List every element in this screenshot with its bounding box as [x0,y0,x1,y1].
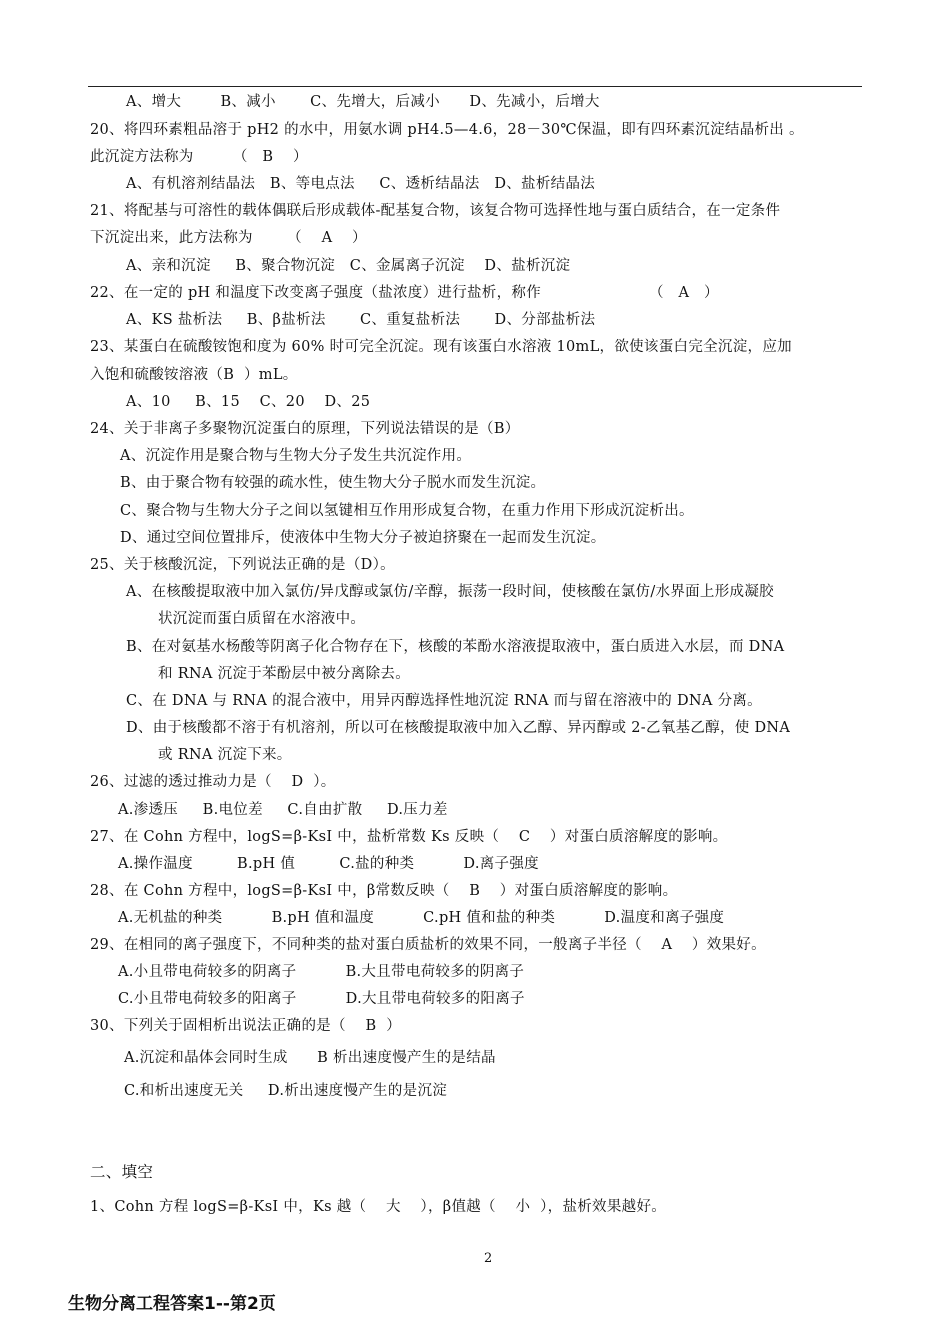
text-line: 25、关于核酸沉淀，下列说法正确的是（D）。 [90,557,395,573]
section-heading: 二、填空 [90,1163,154,1181]
text-line: A.小且带电荷较多的阴离子 B.大且带电荷较多的阴离子 [118,964,525,980]
text-line: 30、下列关于固相析出说法正确的是（ B ） [90,1018,402,1034]
text-line: 1、Cohn 方程 logS=β-KsI 中，Ks 越（ 大 ），β值越（ 小 ），盐析效果越好。 [90,1199,667,1215]
text-line: C.小且带电荷较多的阳离子 D.大且带电荷较多的阳离子 [118,991,525,1007]
text-line: 29、在相同的离子强度下，不同种类的盐对蛋白质盐析的效果不同，一般离子半径（ A ）效果好。 [90,937,766,953]
text-line: A、10 B、15 C、20 D、25 [126,394,371,410]
text-line: B、在对氨基水杨酸等阴离子化合物存在下，核酸的苯酚水溶液提取液中，蛋白质进入水层，而 DNA [126,639,785,655]
text-line: 下沉淀出来，此方法称为 （ A ） [90,230,367,246]
text-line: B、由于聚合物有较强的疏水性，使生物大分子脱水而发生沉淀。 [120,475,546,491]
text-line: 21、将配基与可溶性的载体偶联后形成载体-配基复合物，该复合物可选择性地与蛋白质结合，在一定条件 [90,203,781,219]
page-number: 2 [484,1251,493,1266]
text-line: 28、在 Cohn 方程中，logS=β-KsI 中，β常数反映（ B ）对蛋白质溶解度的影响。 [90,883,678,899]
page-footer: 生物分离工程答案1--第2页 [68,1294,276,1314]
text-line: C、在 DNA 与 RNA 的混合液中，用异丙醇选择性地沉淀 RNA 而与留在溶液中的 DNA 分离。 [126,693,762,709]
text-line: A、在核酸提取液中加入氯仿/异戊醇或氯仿/辛醇，振荡一段时间，使核酸在氯仿/水界面上形成凝胶 [126,584,774,600]
text-line: 20、将四环素粗品溶于 pH2 的水中，用氨水调 pH4.5—4.6，28－30℃保温，即有四环素沉淀结晶析出 。 [90,122,804,138]
text-line: D、由于核酸都不溶于有机溶剂，所以可在核酸提取液中加入乙醇、异丙醇或 2-乙氧基乙醇，使 DNA [126,720,791,736]
text-line: 此沉淀方法称为 （ B ） [90,149,308,165]
text-line: 26、过滤的透过推动力是（ D ）。 [90,774,336,790]
text-line: 入饱和硫酸铵溶液（B ）mL。 [90,367,298,383]
text-line: 状沉淀而蛋白质留在水溶液中。 [158,611,366,627]
text-line: 24、关于非离子多聚物沉淀蛋白的原理，下列说法错误的是（B） [90,421,520,437]
text-line: A、亲和沉淀 B、聚合物沉淀 C、金属离子沉淀 D、盐析沉淀 [126,258,571,274]
text-line: C、聚合物与生物大分子之间以氢键相互作用形成复合物，在重力作用下形成沉淀析出。 [120,503,694,519]
text-line: 27、在 Cohn 方程中，logS=β-KsI 中，盐析常数 Ks 反映（ C ）对蛋白质溶解度的影响。 [90,829,728,845]
text-line: A、有机溶剂结晶法 B、等电点法 C、透析结晶法 D、盐析结晶法 [126,176,596,192]
header-rule [88,86,862,87]
text-line: A.无机盐的种类 B.pH 值和温度 C.pH 值和盐的种类 D.温度和离子强度 [118,910,725,926]
text-line: C.和析出速度无关 D.析出速度慢产生的是沉淀 [124,1083,448,1099]
text-line: A.沉淀和晶体会同时生成 B 析出速度慢产生的是结晶 [124,1050,496,1066]
text-line: 22、在一定的 pH 和温度下改变离子强度（盐浓度）进行盐析，称作 （ A ） [90,285,719,301]
text-line: 23、某蛋白在硫酸铵饱和度为 60% 时可完全沉淀。现有该蛋白水溶液 10mL，欲使该蛋白完全沉淀，应加 [90,339,792,355]
text-line: A、KS 盐析法 B、β盐析法 C、重复盐析法 D、分部盐析法 [126,312,596,328]
text-line: A、沉淀作用是聚合物与生物大分子发生共沉淀作用。 [120,448,472,464]
text-line: 或 RNA 沉淀下来。 [158,747,292,763]
text-line: D、通过空间位置排斥，使液体中生物大分子被迫挤聚在一起而发生沉淀。 [120,530,606,546]
text-line: A.操作温度 B.pH 值 C.盐的种类 D.离子强度 [118,856,539,872]
text-line: A.渗透压 B.电位差 C.自由扩散 D.压力差 [118,802,448,818]
text-line: A、增大 B、减小 C、先增大，后减小 D、先减小，后增大 [126,94,600,110]
text-line: 和 RNA 沉淀于苯酚层中被分离除去。 [158,666,410,682]
